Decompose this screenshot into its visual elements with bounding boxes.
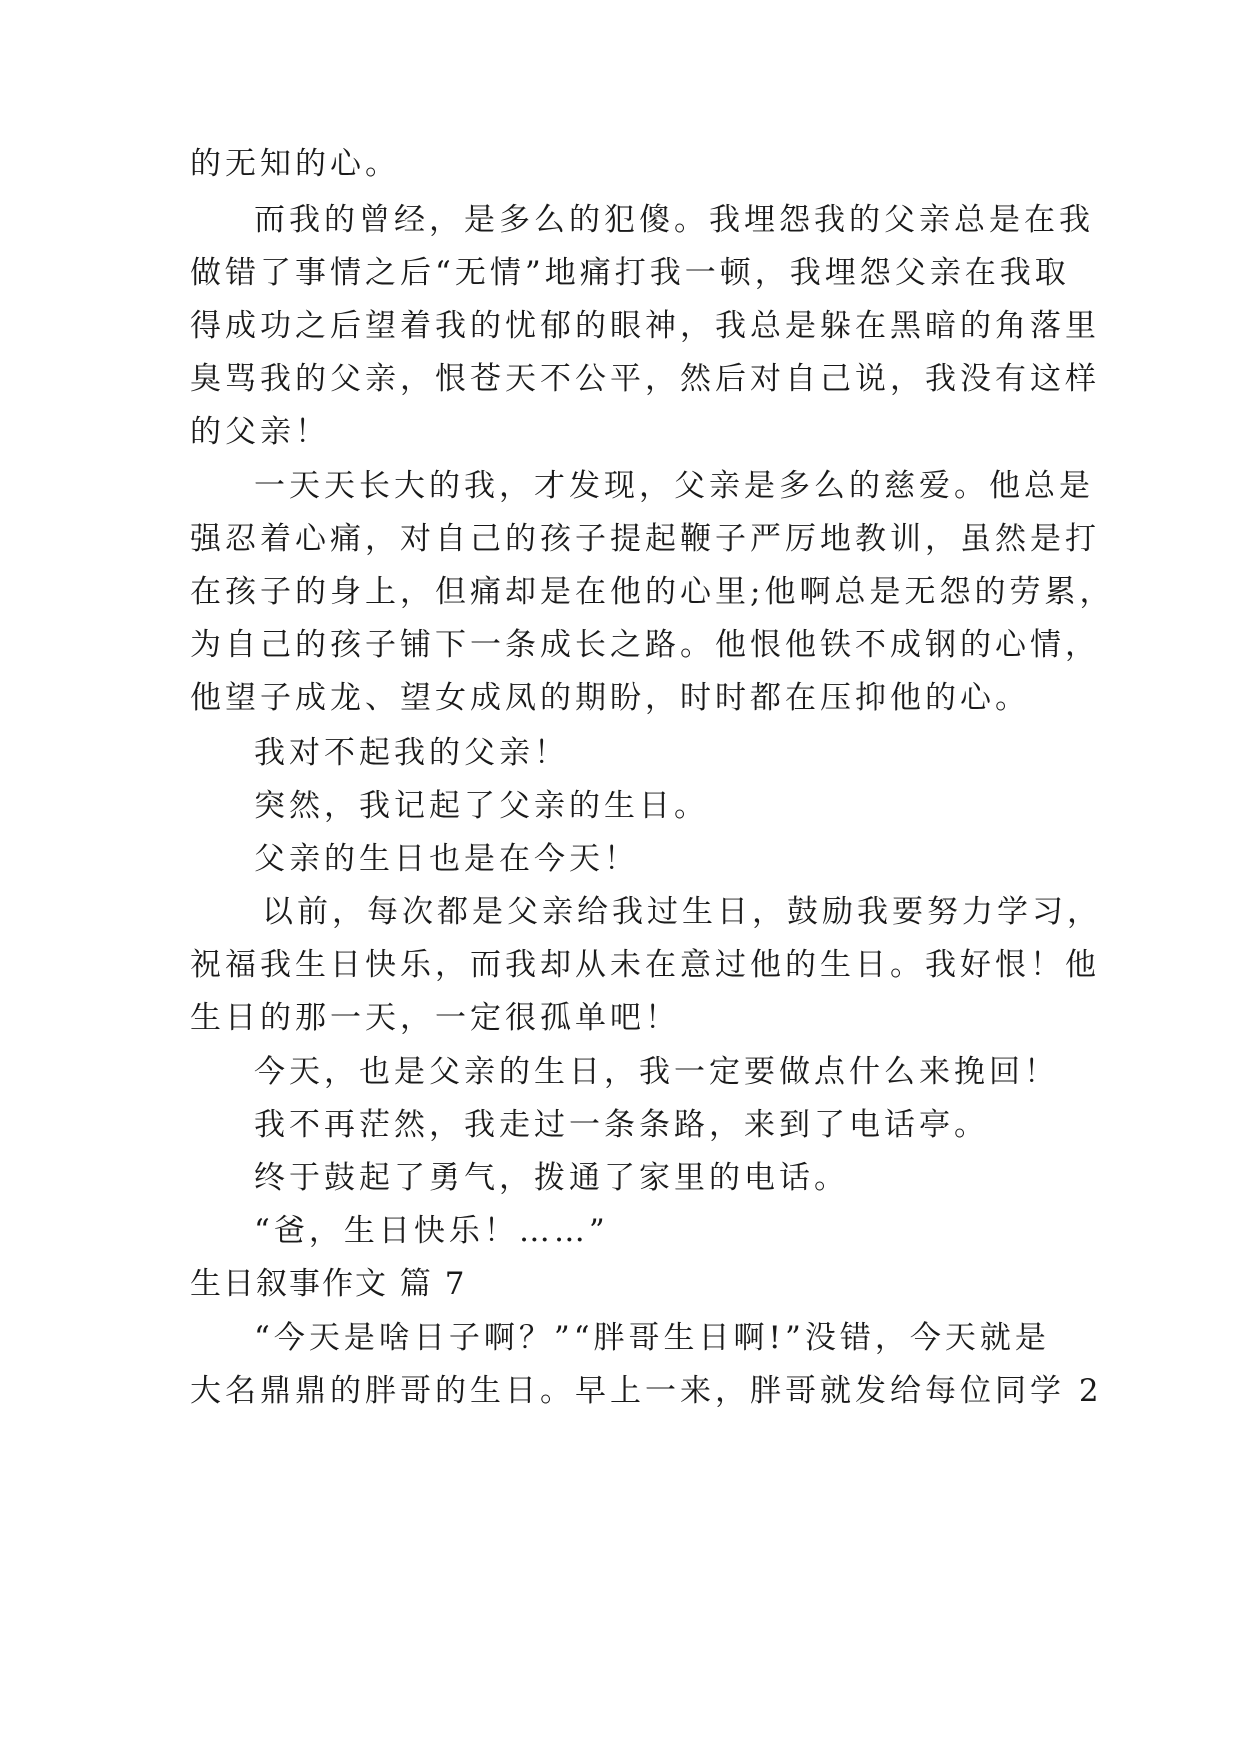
text-line: 做错了事情之后“无情”地痛打我一顿，我埋怨父亲在我取 bbox=[190, 255, 1070, 291]
text-line: 强忍着心痛，对自己的孩子提起鞭子严厉地教训，虽然是打 bbox=[190, 521, 1100, 557]
text-line: 大名鼎鼎的胖哥的生日。早上一来，胖哥就发给每位同学 2 bbox=[190, 1373, 1103, 1409]
text-line: 他望子成龙、望女成凤的期盼，时时都在压抑他的心。 bbox=[190, 680, 1030, 716]
paragraph-start-line: 我不再茫然，我走过一条条路，来到了电话亭。 bbox=[254, 1107, 989, 1143]
text-line: 臭骂我的父亲，恨苍天不公平，然后对自己说，我没有这样 bbox=[190, 361, 1100, 397]
paragraph-start-line: 今天，也是父亲的生日，我一定要做点什么来挽回！ bbox=[254, 1054, 1059, 1090]
paragraph-start-line: 而我的曾经，是多么的犯傻。我埋怨我的父亲总是在我 bbox=[254, 202, 1094, 238]
text-line: 得成功之后望着我的忧郁的眼神，我总是躲在黑暗的角落里 bbox=[190, 308, 1100, 344]
paragraph-start-line: 终于鼓起了勇气，拨通了家里的电话。 bbox=[254, 1160, 849, 1196]
paragraph-start-line: 突然，我记起了父亲的生日。 bbox=[254, 788, 709, 824]
paragraph-start-line: 我对不起我的父亲！ bbox=[254, 735, 569, 771]
paragraph-start-line: 父亲的生日也是在今天！ bbox=[254, 841, 639, 877]
quote-line: “爸，生日快乐！……” bbox=[254, 1213, 609, 1249]
text-line: 的父亲！ bbox=[190, 414, 330, 450]
text-line: 的无知的心。 bbox=[190, 146, 400, 182]
paragraph-start-line: 一天天长大的我，才发现，父亲是多么的慈爱。他总是 bbox=[254, 468, 1094, 504]
paragraph-start-line: 以前，每次都是父亲给我过生日，鼓励我要努力学习， bbox=[262, 894, 1102, 930]
text-line: 生日的那一天，一定很孤单吧！ bbox=[190, 1000, 680, 1036]
paragraph-start-line: “今天是啥日子啊？”“胖哥生日啊!”没错，今天就是 bbox=[254, 1320, 1050, 1356]
text-line: 为自己的孩子铺下一条成长之路。他恨他铁不成钢的心情， bbox=[190, 627, 1100, 663]
text-line: 祝福我生日快乐，而我却从未在意过他的生日。我好恨！他 bbox=[190, 947, 1100, 983]
section-heading: 生日叙事作文 篇 7 bbox=[190, 1266, 467, 1302]
text-line: 在孩子的身上，但痛却是在他的心里;他啊总是无怨的劳累， bbox=[190, 574, 1115, 610]
